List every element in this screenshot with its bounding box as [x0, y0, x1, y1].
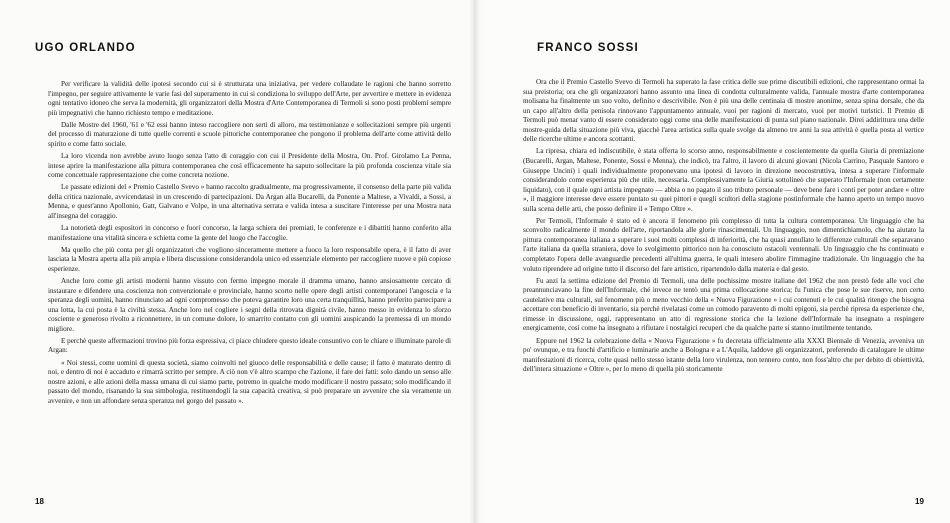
- paragraph: La loro vicenda non avrebbe avuto luogo senza l'atto di coraggio con cui il Presidente della Mostra, On. Prof. Girolamo La Penna, intese aprire la manifestazione alla pittura contemporanea che così efficacemente ha saputo sollecitare la più profonda coscienza vitale sia come concettuale rappresentazione che come concreta nozione.: [48, 152, 451, 180]
- paragraph: Ma quello che più conta per gli organizzatori che vogliono sinceramente mettere a fuoco la loro responsabile opera, è il fatto di aver lasciata la Mostra aperta alla più ampia e libera discussione considerandola unico ed essenziale elemento per raccogliere nuove e più copiose esperienze.: [48, 245, 451, 273]
- paragraph: Anche loro come gli artisti moderni hanno vissuto con fermo impegno morale il dramma umano, hanno ansiosamente cercato di instaurare e difendere una coscienza non convenzionale e provinciale, hanno scorto nelle opere degli artisti contemporanei l'angoscia e la speranza degli uomini, hanno rinunciato ad ogni compromesso che poteva garantire loro una certa tranquillità, hanno preferito partecipare a una lotta, la cui posta è la civiltà stessa. Anche loro nel cogliere i segni della ritrovata dignità civile, hanno messo in evidenza lo sforzo cosciente e generoso rivolto a riconnettere, in un comune dolore, lo smarrito contatto con gli uomini auspicando la premessa di un mondo migliore.: [48, 276, 451, 333]
- paragraph: Fu anzi la settima edizione del Premio di Termoli, una delle pochissime mostre italiane del 1962 che non prestò fede alle voci che preannunciavano la fine dell'Informale, ché invece ne tentò una prima collocazione storica; fu l'unica che pose le sue riserve, non certo cautelative ma culturali, sul fenomeno più o meno vecchio della « Nuova Figurazione » i cui contenuti e le cui qualità ritengo che bisogna accettare con beneficio di inventario, sia perchè rivelatasi come un comodo paravento di molti epigoni, sia perchè ripresa da esperienze che, rimesse in discussione, oggi, rappresentano un atto di regressione storica che la lezione dell'Informale ha insegnato a respingere energicamente, così come ha insegnato a rifiutare i nostalgici recuperi che da qualche parte si stanno inutilmente tentando.: [523, 276, 924, 333]
- paragraph: La ripresa, chiara ed indiscutibile, è stata offerta lo scorso anno, responsabilmente e coscientemente da quella Giuria di premiazione (Bucarelli, Argan, Maltese, Ponente, Sossi e Menna), che indicò, tra l'altro, il lavoro di alcuni giovani (Nicola Carrino, Pasquale Santoro e Giuseppe Uncini) i quali individualmente proponevano una ipotesi di lavoro in direzione neocostruttiva, intesa a superare l'informale considerandolo come esperienza più che utile, necessaria. Complessivamente la Giuria sottolineò che superato l'Informale (non certamente liquidato), con il quale ogni artista impegnato — abbia o no pagato il suo tributo personale — deve bene fare i conti per poter andare « oltre », il maggiore interesse deve essere puntato su quei pittori e quegli scultori della stagione postinformale che hanno aperto un tempo nuovo sulla scena delle arti, che posso definire il « Tempo Oltre ».: [523, 147, 924, 213]
- page-number: 19: [915, 497, 924, 506]
- paragraph: La notorietà degli espositori in concorso e fuori concorso, la larga schiera dei premiati, le conferenze e i dibattiti hanno conferito alla manifestazione una vitalità sincera e schietta come la gente del luogo che l'accoglie.: [48, 224, 451, 242]
- book-gutter: [469, 0, 481, 523]
- right-page: [475, 0, 950, 523]
- author-heading: UGO ORLANDO: [35, 42, 136, 54]
- page-number: 18: [35, 497, 44, 506]
- paragraph: Dalle Mostre del 1960, '61 e '62 essi hanno inteso raccogliere non serti di alloro, ma testimonianze e sollecitazioni sempre più urgenti del processo di maturazione di tutte quelle correnti e scuole pittoriche contemporanee che pongono il problema dell'arte come attività dello spirito e come fatto sociale.: [48, 120, 451, 148]
- paragraph: Per Termoli, l'Informale è stato ed è ancora il fenomeno più complesso di tutta la cultura contemporanea. Un linguaggio che ha sconvolto radicalmente il mondo dell'arte, riportandola alle glorie rinascimentali. Un linguaggio, non dimentichiamolo, che ha aiutato la pittura contemporanea italiana a superare i suoi molti complessi di inferiorità, che ha quasi annullato le differenze culturali che separavano l'arte italiana da quella straniera, dove lo svolgimento pittorico non ha conosciuto ostacoli ventennali. Un linguaggio che hs continuato e completato l'opera delle avanguardie precedenti all'ultima guerra, le quali intesero abolire l'immagine tradizionale. Un linguaggio che ha voluto riprendere ad origine tutto il discorso del fare artistico, ripartendolo dalla materia e dal gesto.: [523, 216, 924, 273]
- paragraph: Per verificare la validità delle ipotesi secondo cui si è strutturata una iniziativa, per vedere collaudate le ragioni che hanno sorretto l'impegno, per seguire attivamente le varie fasi del superamento in cui si condiziona lo sviluppo dell'Arte, per avvertire e mettere in evidenza ogni tentativo idoneo che serva la modernità, gli organizzatori della Mostra d'Arte Contemporanea di Termoli si sono posti problemi sempre più impegnativi che hanno richiesto tempo e meditazione.: [48, 80, 451, 117]
- author-heading: FRANCO SOSSI: [537, 42, 639, 54]
- paragraph: E perchè queste affermazioni trovino più forza espressiva, ci piace chiudere questo ideale consuntivo con le chiare e illuminate parole di Argan:: [48, 336, 451, 355]
- article-body: [523, 78, 924, 377]
- quotation-paragraph: « Noi stessi, come uomini di questa società, siamo coinvolti nel giuoco delle responsabilità e delle cause; il fatto è maturato dentro di noi, e dentro di noi è accaduto e rimarrà scritto per sempre. A ciò non v'è altro scampo che l'azione, il fare dei fatti: solo dando un senso alle nostre azioni, e alle azioni della massa umana di cui siamo parte, potremo in qualche modo modificare il nostro passato; solo modificando il passato del mondo, risanando la sua simbologia, restituendogli la sua capacità creativa, si può preparare un avvenire che sia veramente un avvenire, e non un affondare senza speranza nel gorgo del passato ».: [48, 358, 451, 405]
- paragraph: Ora che il Premio Castello Svevo di Termoli ha superato la fase critica delle sue prime discutibili edizioni, che rappresentano ormai la sua preistoria; ora che gli organizzatori hanno assunto una linea di condotta culturalmente valida, l'annuale mostra d'arte contemporanea molisana ha finalmente un suo volto, definito e descrivibile. Non è più una delle centinaia di mostre anonime, senza spina dorsale, che da un capo all'altro della penisola rinnovano l'appuntamento annuale, vuoi per ragioni di mercato, vuoi per motivi turistici. Il Premio di Termoli può menar vanto di essere considerato oggi come una delle manifestazioni di punta sul piano nazionale. Direi addirittura una delle mostre-guida della situazione più viva, giacchè l'area artistica sulla quale svolge da almeno tre anni la sua attività è quella posta al vertice delle ricerche ultime e ancora scottanti.: [523, 78, 924, 144]
- paragraph: Le passate edizioni del « Premio Castello Svevo » hanno raccolto gradualmente, ma progressivamente, il consenso della parte più valida della critica nazionale, avvicendatasi in un crescendo di partecipazioni. Da Argan alla Bucarelli, da Ponente a Maltese, a Vivaldi, a Sossi, a Menna, e quest'anno Apollonio, Gatt, Galvano e Volpe, in una alternativa serrata e valida intesa a suscitare l'interesse per una Mostra nata all'insegna del coraggio.: [48, 183, 451, 220]
- paragraph: Eppure nel 1962 la celebrazione della « Nuova Figurazione » fu decretata ufficialmente alla XXXI Biennale di Venezia, avveniva un po' ovunque, e tra fuochi d'artificio e luminarie anche a Bologna e a L'Aquila, laddove gli organizzatori, preferendo di catalogare le ultime manifestazioni di ricerca, colte quasi nello stesso istante della loro virulenza, non tennero conto, non foss'altro che per debito di obiettività, dell'intera situazione « Oltre », per lo meno di quella più storicamente: [523, 336, 924, 374]
- article-body: [48, 80, 451, 409]
